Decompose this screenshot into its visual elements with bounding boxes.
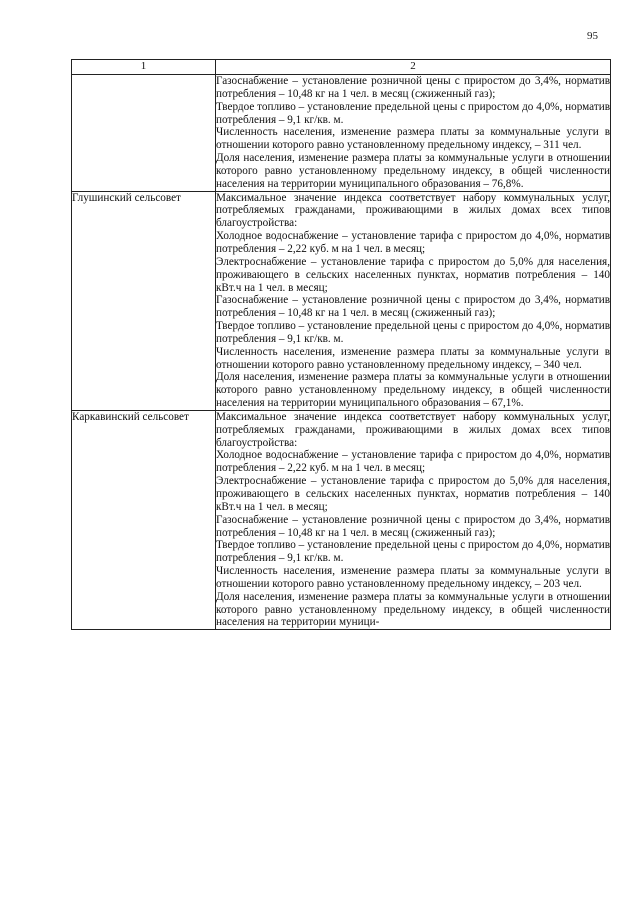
description-paragraph: Максимальное значение индекса соответствует набору коммунальных услуг, потребляемых гражданами, проживающими в жилых домах всех типов благоустройства: [216, 191, 610, 230]
table-row [72, 75, 611, 192]
description-paragraph: Электроснабжение – установление тарифа с приростом до 5,0% для населения, проживающего в сельских населенных пунктах, норматив потребления – 140 кВт.ч на 1 чел. в месяц; [216, 255, 610, 294]
municipality-name: Глушинский сельсовет [72, 191, 216, 410]
index-description [216, 191, 611, 410]
description-paragraph: Максимальное значение индекса соответствует набору коммунальных услуг, потребляемых гражданами, проживающими в жилых домах всех типов благоустройства: [216, 410, 610, 449]
column-header-1: 1 [72, 60, 216, 75]
municipality-name: Каркавинский сельсовет [72, 410, 216, 629]
description-paragraph: Доля населения, изменение размера платы за коммунальные услуги в отношении которого равно установленному предельному индексу, в общей численности населения на территории муниципального образования – 67,1%. [216, 371, 610, 410]
description-paragraph: Численность населения, изменение размера платы за коммунальные услуги в отношении которого равно установленному предельному индексу, – 203 чел. [216, 565, 610, 590]
table-row [72, 410, 611, 629]
description-paragraph: Численность населения, изменение размера платы за коммунальные услуги в отношении которого равно установленному предельному индексу, – 311 чел. [216, 126, 610, 152]
description-paragraph: Доля населения, изменение размера платы за коммунальные услуги в отношении которого равно установленному предельному индексу, в общей численности населения на территории муниципального образования – 76,8%. [216, 152, 610, 190]
index-table [71, 59, 611, 630]
table-row [72, 191, 611, 410]
description-paragraph: Холодное водоснабжение – установление тарифа с приростом до 4,0%, норматив потребления – 2,22 куб. м на 1 чел. в месяц; [216, 449, 610, 475]
municipality-name [72, 75, 216, 192]
index-description [216, 75, 611, 192]
column-header-2: 2 [216, 60, 611, 75]
description-paragraph: Доля населения, изменение размера платы за коммунальные услуги в отношении которого равно установленному предельному индексу, в общей численности населения на территории муници- [216, 590, 610, 629]
description-paragraph: Газоснабжение – установление розничной цены с приростом до 3,4%, норматив потребления – 10,48 кг на 1 чел. в месяц (сжиженный газ); [216, 75, 610, 100]
description-paragraph: Твердое топливо – установление предельной цены с приростом до 4,0%, норматив потребления – 9,1 кг/кв. м. [216, 100, 610, 126]
description-paragraph: Холодное водоснабжение – установление тарифа с приростом до 4,0%, норматив потребления – 2,22 куб. м на 1 чел. в месяц; [216, 230, 610, 255]
description-paragraph: Газоснабжение – установление розничной цены с приростом до 3,4%, норматив потребления – 10,48 кг на 1 чел. в месяц (сжиженный газ); [216, 294, 610, 320]
description-paragraph: Твердое топливо – установление предельной цены с приростом до 4,0%, норматив потребления – 9,1 кг/кв. м. [216, 320, 610, 345]
description-paragraph: Газоснабжение – установление розничной цены с приростом до 3,4%, норматив потребления – 10,48 кг на 1 чел. в месяц (сжиженный газ); [216, 513, 610, 539]
description-paragraph: Твердое топливо – установление предельной цены с приростом до 4,0%, норматив потребления – 9,1 кг/кв. м. [216, 539, 610, 565]
description-paragraph: Численность населения, изменение размера платы за коммунальные услуги в отношении которого равно установленному предельному индексу, – 340 чел. [216, 345, 610, 371]
table-header-row [72, 60, 611, 75]
page-number: 95 [587, 30, 598, 42]
description-paragraph: Электроснабжение – установление тарифа с приростом до 5,0% для населения, проживающего в сельских населенных пунктах, норматив потребления – 140 кВт.ч на 1 чел. в месяц; [216, 475, 610, 513]
index-description [216, 410, 611, 629]
